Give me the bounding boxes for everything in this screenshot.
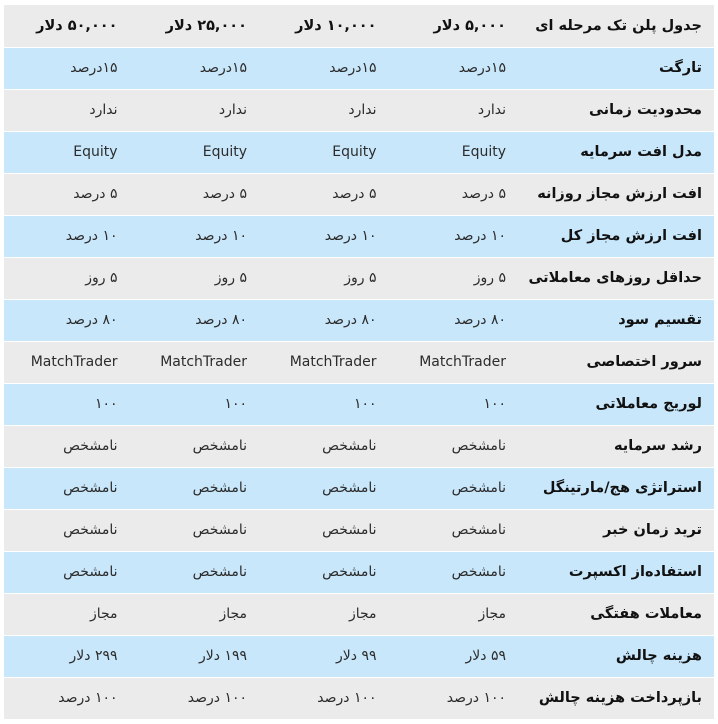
table-row	[4, 425, 714, 467]
row-value: ۱۰ درصد	[393, 215, 523, 257]
row-value: ۱۰۰	[393, 383, 523, 425]
row-value: نامشخص	[393, 551, 523, 593]
row-value: نامشخص	[4, 467, 134, 509]
table-row	[4, 509, 714, 551]
row-value: نامشخص	[134, 509, 264, 551]
row-label: هزینه چالش	[522, 635, 714, 677]
plan-header-5000: ۵,۰۰۰ دلار	[393, 5, 523, 47]
row-value: MatchTrader	[4, 341, 134, 383]
table-row	[4, 635, 714, 677]
row-label: استفاده‌از اکسپرت	[522, 551, 714, 593]
row-value: ۵ روز	[134, 257, 264, 299]
row-value: ۸۰ درصد	[4, 299, 134, 341]
table-row	[4, 131, 714, 173]
plan-header-25000: ۲۵,۰۰۰ دلار	[134, 5, 264, 47]
row-value: ۱۰۰	[4, 383, 134, 425]
row-value: ۵ روز	[4, 257, 134, 299]
row-label: حداقل روزهای معاملاتی	[522, 257, 714, 299]
row-value: ۱۰۰	[134, 383, 264, 425]
plan-comparison-table	[4, 5, 714, 720]
table-title: جدول پلن تک مرحله ای	[522, 5, 714, 47]
row-value: ۱۵درصد	[134, 47, 264, 89]
row-value: نامشخص	[4, 425, 134, 467]
row-value: ۱۰ درصد	[263, 215, 393, 257]
row-label: مدل افت سرمایه	[522, 131, 714, 173]
row-value: ۱۰ درصد	[4, 215, 134, 257]
row-label: رشد سرمایه	[522, 425, 714, 467]
row-value: ندارد	[4, 89, 134, 131]
row-value: نامشخص	[393, 509, 523, 551]
table-row	[4, 215, 714, 257]
row-label: لوریج معاملاتی	[522, 383, 714, 425]
row-value: نامشخص	[393, 467, 523, 509]
table-header-row	[4, 5, 714, 47]
table-row	[4, 173, 714, 215]
plan-header-10000: ۱۰,۰۰۰ دلار	[263, 5, 393, 47]
row-value: ۵ درصد	[393, 173, 523, 215]
row-value: ۱۵درصد	[4, 47, 134, 89]
row-value: ۲۹۹ دلار	[4, 635, 134, 677]
table-row	[4, 593, 714, 635]
row-value: Equity	[134, 131, 264, 173]
row-value: ۱۰۰ درصد	[134, 677, 264, 719]
row-value: نامشخص	[134, 551, 264, 593]
row-value: ۵ روز	[263, 257, 393, 299]
row-value: ۵۹ دلار	[393, 635, 523, 677]
row-label: افت ارزش مجاز کل	[522, 215, 714, 257]
row-value: ۱۰۰ درصد	[393, 677, 523, 719]
row-label: سرور اختصاصی	[522, 341, 714, 383]
row-value: ۵ روز	[393, 257, 523, 299]
row-value: ندارد	[393, 89, 523, 131]
table-row	[4, 47, 714, 89]
row-value: ۱۵درصد	[393, 47, 523, 89]
plan-header-50000: ۵۰,۰۰۰ دلار	[4, 5, 134, 47]
table-row	[4, 467, 714, 509]
row-value: MatchTrader	[134, 341, 264, 383]
row-value: ۱۰۰ درصد	[4, 677, 134, 719]
row-label: تارگت	[522, 47, 714, 89]
row-value: MatchTrader	[393, 341, 523, 383]
row-value: نامشخص	[393, 425, 523, 467]
row-value: ۸۰ درصد	[263, 299, 393, 341]
row-value: نامشخص	[263, 425, 393, 467]
row-label: افت ارزش مجاز روزانه	[522, 173, 714, 215]
table-row	[4, 677, 714, 719]
row-label: معاملات هفتگی	[522, 593, 714, 635]
row-value: مجاز	[4, 593, 134, 635]
row-value: Equity	[263, 131, 393, 173]
row-value: ۱۰ درصد	[134, 215, 264, 257]
row-value: مجاز	[263, 593, 393, 635]
row-value: ۱۹۹ دلار	[134, 635, 264, 677]
table-body	[4, 5, 714, 719]
table-row	[4, 299, 714, 341]
row-value: ۸۰ درصد	[393, 299, 523, 341]
row-value: ۵ درصد	[134, 173, 264, 215]
table-row	[4, 341, 714, 383]
row-value: نامشخص	[134, 467, 264, 509]
row-value: نامشخص	[4, 509, 134, 551]
row-value: نامشخص	[4, 551, 134, 593]
row-value: نامشخص	[263, 467, 393, 509]
row-label: تقسیم سود	[522, 299, 714, 341]
row-value: مجاز	[134, 593, 264, 635]
row-value: ۸۰ درصد	[134, 299, 264, 341]
row-value: ندارد	[263, 89, 393, 131]
row-label: محدودیت زمانی	[522, 89, 714, 131]
row-value: ۵ درصد	[4, 173, 134, 215]
row-value: MatchTrader	[263, 341, 393, 383]
table-row	[4, 257, 714, 299]
row-value: نامشخص	[263, 509, 393, 551]
row-value: ۱۰۰	[263, 383, 393, 425]
row-value: ۹۹ دلار	[263, 635, 393, 677]
row-value: نامشخص	[134, 425, 264, 467]
row-value: Equity	[393, 131, 523, 173]
row-label: ترید زمان خبر	[522, 509, 714, 551]
table-row	[4, 89, 714, 131]
row-label: بازپرداخت هزینه چالش	[522, 677, 714, 719]
table-row	[4, 383, 714, 425]
row-value: ۱۰۰ درصد	[263, 677, 393, 719]
table-row	[4, 551, 714, 593]
row-value: ۵ درصد	[263, 173, 393, 215]
row-value: ندارد	[134, 89, 264, 131]
row-value: مجاز	[393, 593, 523, 635]
row-value: Equity	[4, 131, 134, 173]
row-value: نامشخص	[263, 551, 393, 593]
row-label: استراتژی هج/مارتینگل	[522, 467, 714, 509]
row-value: ۱۵درصد	[263, 47, 393, 89]
